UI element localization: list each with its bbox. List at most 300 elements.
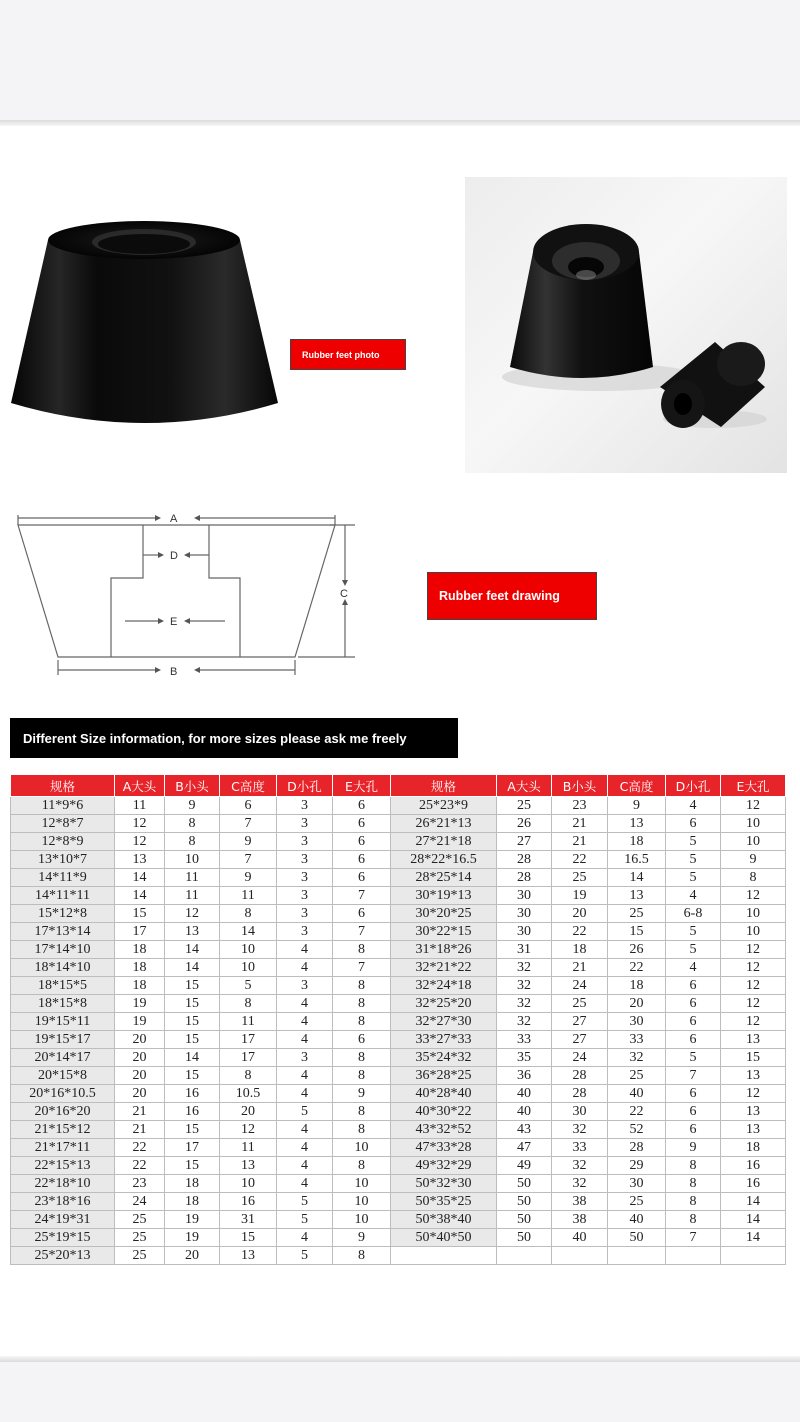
value-cell: 22 [608,959,666,977]
value-cell: 14 [721,1229,786,1247]
dim-letter-b: B [170,666,178,678]
table-row [11,1139,786,1157]
value-cell: 3 [277,833,333,851]
value-cell: 25 [115,1247,165,1265]
value-cell: 50 [497,1175,552,1193]
header-e: E大孔 [333,775,391,797]
top-divider [0,120,800,126]
value-cell: 20 [115,1067,165,1085]
value-cell: 8 [333,1157,391,1175]
value-cell: 10.5 [220,1085,277,1103]
value-cell: 7 [333,887,391,905]
value-cell: 5 [277,1211,333,1229]
spec-cell: 12*8*7 [11,815,115,833]
table-row [11,1013,786,1031]
value-cell: 17 [220,1031,277,1049]
value-cell: 6 [220,797,277,815]
value-cell: 8 [666,1193,721,1211]
value-cell: 14 [115,869,165,887]
value-cell: 4 [277,959,333,977]
value-cell: 14 [165,1049,220,1067]
table-row [11,1067,786,1085]
table-row [11,851,786,869]
value-cell: 5 [666,869,721,887]
value-cell: 38 [552,1193,608,1211]
table-row [11,797,786,815]
value-cell: 22 [552,851,608,869]
value-cell: 26 [608,941,666,959]
value-cell: 8 [333,1121,391,1139]
value-cell: 11 [115,797,165,815]
value-cell: 28 [608,1139,666,1157]
value-cell: 10 [333,1139,391,1157]
value-cell: 27 [552,1031,608,1049]
value-cell: 3 [277,1049,333,1067]
header-d: D小孔 [277,775,333,797]
header-a: A大头 [497,775,552,797]
value-cell: 33 [497,1031,552,1049]
spec-cell: 20*16*10.5 [11,1085,115,1103]
spec-cell: 18*15*5 [11,977,115,995]
value-cell: 9 [721,851,786,869]
value-cell: 10 [333,1175,391,1193]
value-cell: 38 [552,1211,608,1229]
value-cell: 50 [497,1229,552,1247]
value-cell: 10 [220,1175,277,1193]
value-cell: 16 [721,1157,786,1175]
value-cell: 3 [277,887,333,905]
bottom-band [0,1362,800,1422]
value-cell: 19 [115,1013,165,1031]
spec-cell: 18*14*10 [11,959,115,977]
value-cell: 12 [721,995,786,1013]
value-cell: 8 [333,995,391,1013]
dim-letter-c: C [340,588,348,600]
header-a: A大头 [115,775,165,797]
header-spec: 规格 [391,775,497,797]
value-cell: 4 [277,1013,333,1031]
value-cell: 15 [165,977,220,995]
table-header-row [11,775,786,797]
value-cell: 14 [721,1211,786,1229]
spec-cell: 40*28*40 [391,1085,497,1103]
value-cell: 25 [115,1229,165,1247]
value-cell: 6 [666,1013,721,1031]
value-cell: 5 [666,1049,721,1067]
value-cell: 30 [497,923,552,941]
value-cell: 11 [220,1139,277,1157]
value-cell: 9 [220,833,277,851]
value-cell: 14 [165,941,220,959]
table-row [11,1193,786,1211]
value-cell: 31 [220,1211,277,1229]
value-cell: 13 [721,1103,786,1121]
value-cell: 14 [608,869,666,887]
value-cell: 5 [277,1193,333,1211]
value-cell: 25 [608,1193,666,1211]
value-cell: 7 [333,959,391,977]
value-cell: 13 [115,851,165,869]
value-cell: 3 [277,905,333,923]
value-cell: 21 [552,959,608,977]
value-cell: 30 [497,887,552,905]
table-row [11,1049,786,1067]
spec-cell: 32*24*18 [391,977,497,995]
value-cell: 4 [666,797,721,815]
table-row [11,1229,786,1247]
value-cell: 20 [115,1031,165,1049]
value-cell: 3 [277,851,333,869]
table-row [11,1085,786,1103]
value-cell: 8 [333,1049,391,1067]
value-cell: 10 [721,815,786,833]
value-cell: 5 [277,1247,333,1265]
spec-cell [391,1247,497,1265]
value-cell: 7 [666,1229,721,1247]
value-cell: 19 [552,887,608,905]
value-cell: 6 [666,1085,721,1103]
value-cell: 15 [165,1157,220,1175]
spec-cell: 35*24*32 [391,1049,497,1067]
spec-cell: 36*28*25 [391,1067,497,1085]
value-cell: 7 [220,851,277,869]
value-cell: 10 [721,923,786,941]
value-cell: 24 [115,1193,165,1211]
dim-letter-d: D [170,550,178,562]
header-spec: 规格 [11,775,115,797]
value-cell: 47 [497,1139,552,1157]
value-cell: 7 [666,1067,721,1085]
value-cell: 18 [115,977,165,995]
value-cell: 5 [220,977,277,995]
header-c: C高度 [220,775,277,797]
spec-cell: 32*25*20 [391,995,497,1013]
value-cell: 6-8 [666,905,721,923]
value-cell: 15 [165,1121,220,1139]
spec-cell: 30*22*15 [391,923,497,941]
value-cell: 20 [115,1085,165,1103]
value-cell: 32 [497,1013,552,1031]
spec-cell: 19*15*17 [11,1031,115,1049]
value-cell: 15 [608,923,666,941]
value-cell: 14 [220,923,277,941]
value-cell: 43 [497,1121,552,1139]
value-cell: 28 [552,1067,608,1085]
value-cell: 6 [333,815,391,833]
table-row [11,1103,786,1121]
value-cell: 20 [165,1247,220,1265]
value-cell: 9 [333,1085,391,1103]
size-table [10,774,786,1265]
spec-cell: 21*17*11 [11,1139,115,1157]
value-cell: 13 [721,1031,786,1049]
spec-cell: 27*21*18 [391,833,497,851]
value-cell: 4 [277,1067,333,1085]
spec-cell: 22*18*10 [11,1175,115,1193]
value-cell: 32 [552,1121,608,1139]
rubber-foot-photo [8,215,283,430]
table-row [11,1211,786,1229]
value-cell: 3 [277,977,333,995]
value-cell: 9 [333,1229,391,1247]
spec-cell: 28*22*16.5 [391,851,497,869]
photo-label: Rubber feet photo [290,339,406,370]
spec-cell: 20*14*17 [11,1049,115,1067]
table-row [11,1121,786,1139]
value-cell: 8 [666,1157,721,1175]
spec-cell: 30*20*25 [391,905,497,923]
value-cell: 11 [165,887,220,905]
header-d: D小孔 [666,775,721,797]
value-cell: 15 [165,1067,220,1085]
value-cell: 15 [165,1031,220,1049]
value-cell: 4 [277,1175,333,1193]
value-cell: 13 [608,887,666,905]
spec-cell: 17*14*10 [11,941,115,959]
value-cell: 8 [220,905,277,923]
value-cell: 23 [552,797,608,815]
value-cell: 10 [220,941,277,959]
value-cell: 22 [115,1157,165,1175]
value-cell: 18 [552,941,608,959]
value-cell: 20 [552,905,608,923]
value-cell: 52 [608,1121,666,1139]
value-cell: 4 [666,959,721,977]
spec-cell: 40*30*22 [391,1103,497,1121]
value-cell: 11 [220,1013,277,1031]
table-row [11,995,786,1013]
value-cell: 15 [165,995,220,1013]
value-cell: 10 [220,959,277,977]
value-cell: 28 [497,869,552,887]
spec-cell: 20*16*20 [11,1103,115,1121]
value-cell: 19 [115,995,165,1013]
header-b: B小头 [552,775,608,797]
top-band [0,0,800,120]
value-cell: 6 [333,905,391,923]
value-cell: 21 [552,815,608,833]
value-cell: 3 [277,815,333,833]
value-cell: 6 [333,851,391,869]
value-cell: 32 [497,959,552,977]
spec-cell: 21*15*12 [11,1121,115,1139]
table-row [11,1247,786,1265]
spec-cell: 22*15*13 [11,1157,115,1175]
spec-cell: 25*19*15 [11,1229,115,1247]
value-cell: 3 [277,869,333,887]
value-cell: 24 [552,977,608,995]
spec-cell: 30*19*13 [391,887,497,905]
dim-letter-e: E [170,616,178,628]
value-cell: 6 [666,1121,721,1139]
spec-cell: 17*13*14 [11,923,115,941]
spec-cell: 28*25*14 [391,869,497,887]
value-cell: 15 [220,1229,277,1247]
value-cell: 40 [608,1085,666,1103]
spec-cell: 50*35*25 [391,1193,497,1211]
value-cell: 31 [497,941,552,959]
value-cell: 32 [552,1157,608,1175]
spec-cell: 11*9*6 [11,797,115,815]
spec-cell: 15*12*8 [11,905,115,923]
value-cell: 14 [115,887,165,905]
value-cell: 14 [165,959,220,977]
value-cell: 30 [552,1103,608,1121]
value-cell: 40 [497,1085,552,1103]
value-cell: 17 [115,923,165,941]
value-cell: 20 [608,995,666,1013]
header-c: C高度 [608,775,666,797]
rubber-foot-photo-angled [465,177,787,473]
value-cell [552,1247,608,1265]
table-row [11,959,786,977]
value-cell: 14 [721,1193,786,1211]
value-cell: 4 [277,1229,333,1247]
value-cell: 25 [115,1211,165,1229]
value-cell: 15 [115,905,165,923]
spec-cell: 24*19*31 [11,1211,115,1229]
value-cell: 6 [666,995,721,1013]
spec-cell: 12*8*9 [11,833,115,851]
value-cell: 36 [497,1067,552,1085]
value-cell: 19 [165,1229,220,1247]
value-cell: 8 [333,977,391,995]
value-cell: 8 [165,815,220,833]
value-cell: 18 [115,941,165,959]
value-cell: 21 [115,1121,165,1139]
value-cell: 6 [666,815,721,833]
value-cell: 28 [497,851,552,869]
value-cell: 5 [666,833,721,851]
value-cell: 26 [497,815,552,833]
spec-cell: 13*10*7 [11,851,115,869]
value-cell: 32 [552,1175,608,1193]
spec-cell: 49*32*29 [391,1157,497,1175]
value-cell: 4 [666,887,721,905]
value-cell: 30 [608,1013,666,1031]
value-cell: 8 [333,1103,391,1121]
value-cell: 6 [333,869,391,887]
value-cell: 5 [277,1103,333,1121]
value-cell: 25 [608,1067,666,1085]
table-row [11,815,786,833]
value-cell: 32 [497,977,552,995]
value-cell: 8 [666,1211,721,1229]
value-cell: 9 [165,797,220,815]
value-cell: 6 [333,797,391,815]
value-cell: 12 [721,1085,786,1103]
value-cell: 18 [115,959,165,977]
value-cell: 8 [333,941,391,959]
value-cell: 40 [608,1211,666,1229]
value-cell: 12 [165,905,220,923]
spec-cell: 47*33*28 [391,1139,497,1157]
value-cell: 4 [277,941,333,959]
value-cell: 13 [608,815,666,833]
value-cell [497,1247,552,1265]
header-b: B小头 [165,775,220,797]
table-row [11,923,786,941]
value-cell: 25 [497,797,552,815]
spec-cell: 50*32*30 [391,1175,497,1193]
value-cell: 35 [497,1049,552,1067]
value-cell: 4 [277,995,333,1013]
value-cell: 18 [721,1139,786,1157]
spec-cell: 19*15*11 [11,1013,115,1031]
table-row [11,887,786,905]
table-row [11,1157,786,1175]
value-cell: 20 [220,1103,277,1121]
value-cell: 18 [608,833,666,851]
value-cell: 40 [552,1229,608,1247]
value-cell: 28 [552,1085,608,1103]
value-cell: 29 [608,1157,666,1175]
spec-cell: 18*15*8 [11,995,115,1013]
size-info-banner: Different Size information, for more sizes please ask me freely [10,718,458,758]
value-cell: 11 [220,887,277,905]
value-cell: 8 [333,1067,391,1085]
value-cell: 6 [666,1103,721,1121]
value-cell: 6 [666,977,721,995]
value-cell: 9 [666,1139,721,1157]
value-cell: 18 [165,1175,220,1193]
value-cell: 13 [220,1247,277,1265]
value-cell: 3 [277,923,333,941]
value-cell: 25 [552,995,608,1013]
value-cell: 10 [333,1193,391,1211]
value-cell: 13 [220,1157,277,1175]
value-cell: 13 [165,923,220,941]
value-cell: 25 [552,869,608,887]
value-cell: 11 [165,869,220,887]
value-cell: 33 [552,1139,608,1157]
value-cell: 22 [115,1139,165,1157]
value-cell: 21 [115,1103,165,1121]
value-cell [721,1247,786,1265]
value-cell: 30 [497,905,552,923]
value-cell: 10 [165,851,220,869]
value-cell: 8 [666,1175,721,1193]
value-cell: 4 [277,1157,333,1175]
header-e: E大孔 [721,775,786,797]
value-cell: 30 [608,1175,666,1193]
value-cell: 7 [220,815,277,833]
value-cell: 40 [497,1103,552,1121]
value-cell: 12 [220,1121,277,1139]
value-cell: 50 [608,1229,666,1247]
value-cell: 16 [165,1103,220,1121]
value-cell: 12 [721,887,786,905]
table-row [11,941,786,959]
value-cell: 27 [497,833,552,851]
value-cell: 32 [497,995,552,1013]
spec-cell: 14*11*9 [11,869,115,887]
table-row [11,977,786,995]
value-cell: 23 [115,1175,165,1193]
value-cell: 8 [220,1067,277,1085]
value-cell: 4 [277,1139,333,1157]
value-cell: 5 [666,941,721,959]
value-cell: 10 [721,905,786,923]
value-cell: 8 [165,833,220,851]
spec-cell: 25*23*9 [391,797,497,815]
value-cell: 4 [277,1121,333,1139]
value-cell: 8 [721,869,786,887]
value-cell: 10 [721,833,786,851]
value-cell: 5 [666,923,721,941]
value-cell: 8 [333,1247,391,1265]
spec-cell: 31*18*26 [391,941,497,959]
